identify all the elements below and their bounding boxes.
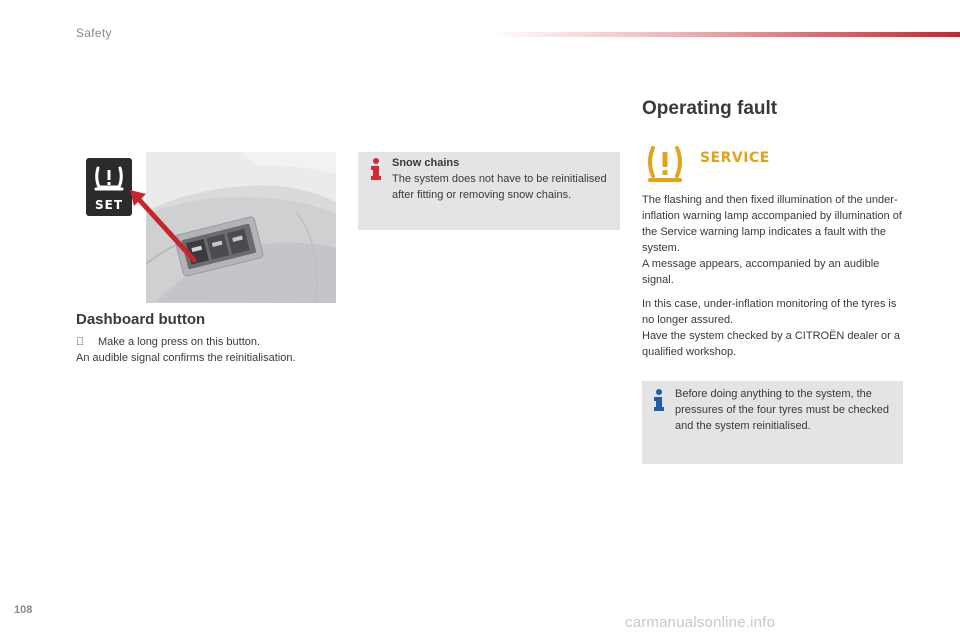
fault-description: The flashing and then fixed illumination of the under-inflation warning lamp accompanied by illumination of the Service warning lamp indicates a fault with the system.: [642, 194, 902, 254]
operating-fault-heading: Operating fault: [642, 98, 778, 119]
section-header: Safety: [76, 26, 112, 40]
info-icon: [368, 157, 384, 181]
monitoring-status: In this case, under-inflation monitoring of the tyres is no longer assured.: [642, 298, 897, 326]
message-description: A message appears, accompanied by an audible signal.: [642, 258, 880, 286]
bullet-mark: [76, 334, 98, 350]
watermark: carmanualsonline.info: [625, 614, 776, 631]
dashboard-button-heading: Dashboard button: [76, 311, 206, 328]
service-warning-icon: SERVICE: [700, 150, 770, 166]
tyre-pressure-symbol: [86, 158, 132, 198]
snow-chains-title: Snow chains: [392, 157, 460, 169]
confirmation-text: An audible signal confirms the reinitialisation.: [76, 352, 296, 364]
snow-chains-text: The system does not have to be reinitialised after fitting or removing snow chains.: [392, 173, 607, 201]
reinitialise-info-text: Before doing anything to the system, the pressures of the four tyres must be checked and the system reinitialised.: [675, 388, 889, 432]
operating-fault-paragraph-2: [642, 296, 904, 360]
dealer-advice: Have the system checked by a CITROËN dealer or a qualified workshop.: [642, 330, 900, 358]
page-number: 108: [14, 604, 33, 616]
info-icon: [651, 388, 667, 412]
header-rule: [490, 32, 960, 37]
instruction-bullet: [76, 334, 346, 350]
operating-fault-paragraph-1: [642, 192, 904, 288]
pointer-arrow: [130, 190, 200, 266]
instruction-text: Make a long press on this button.: [98, 336, 261, 348]
tyre-warning-icon: [644, 144, 686, 186]
set-label: SET: [94, 198, 124, 212]
set-button-icon: [86, 158, 132, 216]
